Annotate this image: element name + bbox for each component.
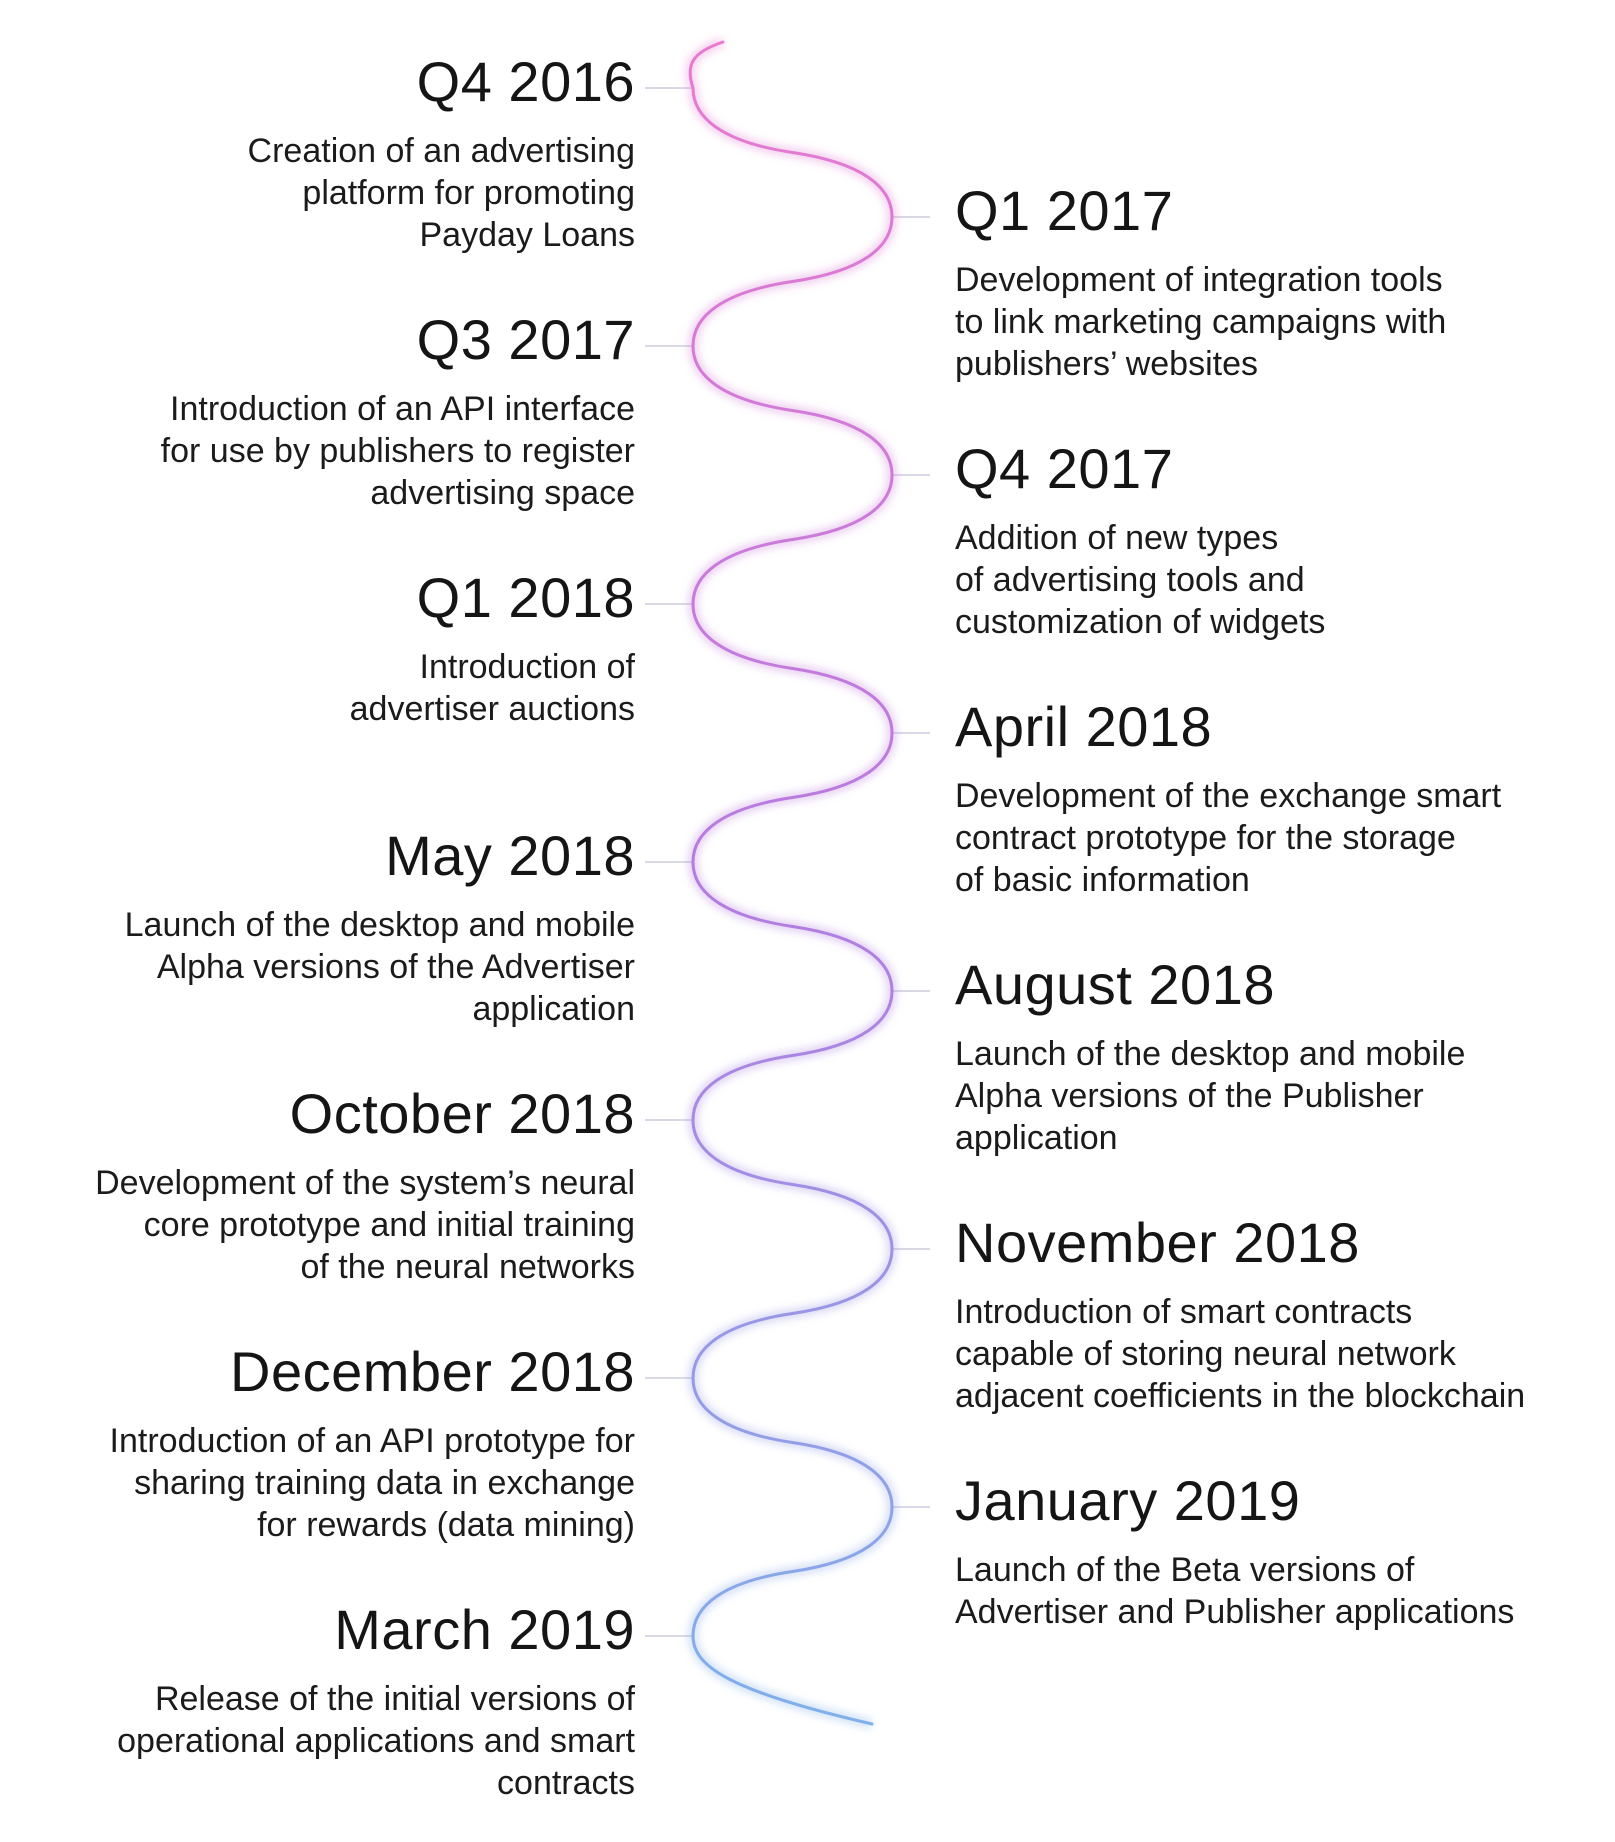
milestone-left	[35, 1082, 635, 1288]
milestone-description: Introduction of smart contracts capable of storing neural network adjacent coefficients in the blockchain	[955, 1293, 1526, 1415]
milestone-date: May 2018	[385, 824, 635, 887]
milestone-right	[955, 1211, 1555, 1417]
milestone-left	[35, 308, 635, 514]
milestone-date: Q1 2018	[416, 566, 635, 629]
milestone-date: January 2019	[955, 1469, 1301, 1532]
milestone-description: Launch of the desktop and mobile Alpha versions of the Advertiser application	[124, 906, 635, 1028]
milestone-description: Addition of new types of advertising tools and customization of widgets	[955, 519, 1326, 641]
milestone-description: Introduction of advertiser auctions	[349, 648, 635, 728]
milestone-description: Launch of the desktop and mobile Alpha versions of the Publisher application	[955, 1035, 1466, 1157]
milestone-date: Q3 2017	[416, 308, 635, 371]
milestone-date: Q1 2017	[955, 179, 1174, 242]
milestone-description: Creation of an advertising platform for promoting Payday Loans	[247, 132, 635, 254]
milestone-date: November 2018	[955, 1211, 1360, 1274]
milestone-date: April 2018	[955, 695, 1213, 758]
milestone-date: August 2018	[955, 953, 1275, 1016]
connector-lines	[645, 88, 930, 1636]
milestone-right	[955, 1469, 1555, 1633]
milestone-description: Development of the system’s neural core prototype and initial training of the neural networks	[95, 1164, 635, 1286]
milestone-date: March 2019	[334, 1598, 635, 1661]
milestone-left	[35, 1598, 635, 1804]
milestone-left	[35, 824, 635, 1030]
milestone-left	[35, 50, 635, 256]
timeline-wave	[690, 42, 892, 1724]
milestone-description: Introduction of an API prototype for sharing training data in exchange for rewards (data mining)	[109, 1422, 635, 1544]
milestone-date: Q4 2017	[955, 437, 1174, 500]
milestone-description: Introduction of an API interface for use by publishers to register advertising space	[160, 390, 635, 512]
milestone-date: Q4 2016	[416, 50, 635, 113]
milestone-description: Development of integration tools to link marketing campaigns with publishers’ websites	[955, 261, 1447, 383]
milestone-description: Development of the exchange smart contract prototype for the storage of basic information	[955, 777, 1502, 899]
milestone-description: Release of the initial versions of operational applications and smart contracts	[117, 1680, 635, 1802]
milestone-right	[955, 695, 1555, 901]
milestone-description: Launch of the Beta versions of Advertiser and Publisher applications	[955, 1551, 1515, 1631]
milestone-right	[955, 179, 1555, 385]
milestone-left	[35, 566, 635, 730]
milestone-date: December 2018	[230, 1340, 635, 1403]
milestone-date: October 2018	[289, 1082, 635, 1145]
milestone-right	[955, 953, 1555, 1159]
timeline-wave-glow	[690, 42, 892, 1724]
milestone-left	[35, 1340, 635, 1546]
milestone-right	[955, 437, 1555, 643]
